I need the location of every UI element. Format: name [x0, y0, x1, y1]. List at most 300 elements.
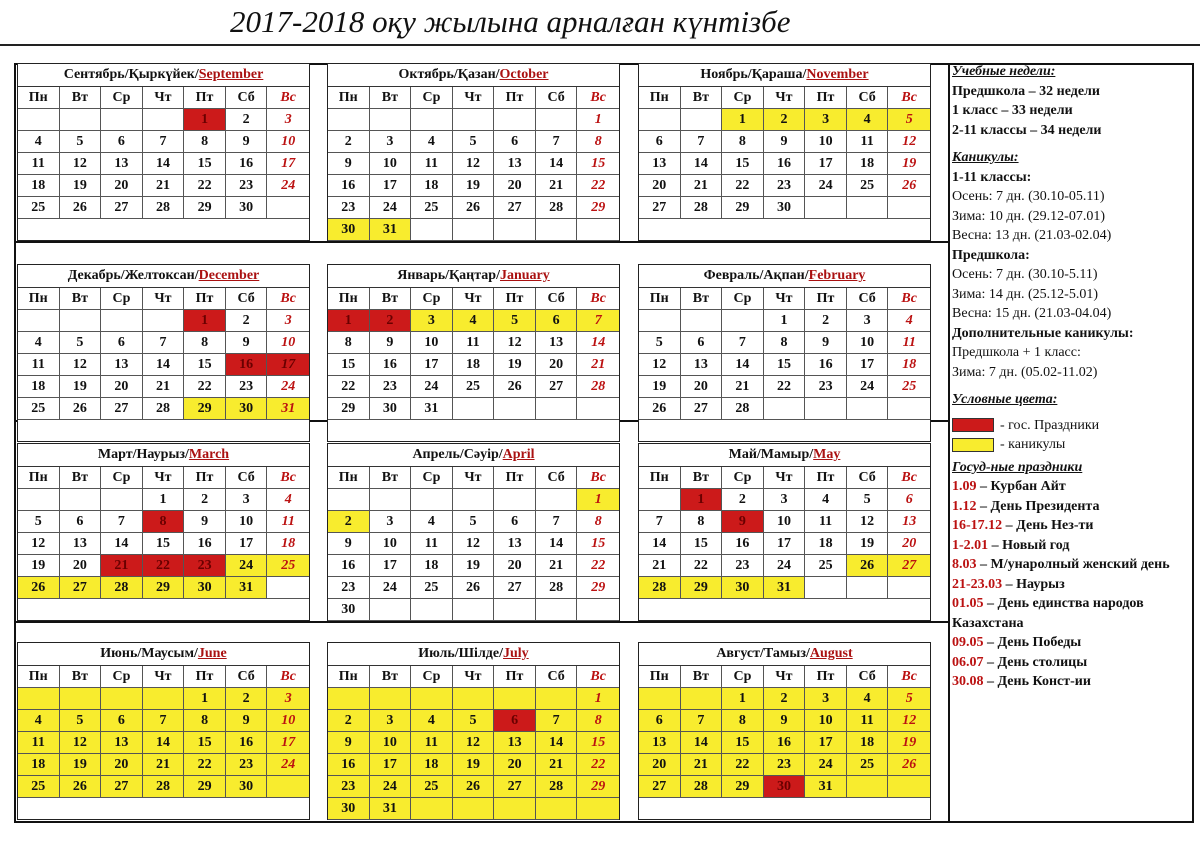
day-cell: 10: [847, 332, 889, 354]
weekday-header: Вс: [267, 467, 309, 489]
day-cell: 11: [18, 354, 60, 376]
day-cell: 20: [494, 175, 536, 197]
day-cell: 12: [18, 533, 60, 555]
month-name: Июль/Шілде/: [418, 646, 503, 661]
day-cell: 27: [494, 577, 536, 599]
sidebar: [952, 62, 1192, 692]
day-cell: 21: [681, 754, 723, 776]
day-cell: [577, 798, 619, 820]
day-cell: 13: [494, 153, 536, 175]
holiday-item: [952, 633, 1192, 653]
month-november: [638, 63, 931, 241]
weekday-header: Вт: [60, 666, 102, 688]
row-separator: [14, 241, 948, 243]
day-cell: 24: [267, 175, 309, 197]
day-cell: 17: [847, 354, 889, 376]
day-cell: 14: [536, 732, 578, 754]
day-cell: 7: [681, 710, 723, 732]
day-cell: 2: [226, 310, 268, 332]
day-cell: 8: [184, 131, 226, 153]
holiday-item: [952, 575, 1192, 595]
day-cell: 21: [639, 555, 681, 577]
weekday-header: Вс: [888, 288, 930, 310]
day-cell: 17: [226, 533, 268, 555]
day-cell: 30: [226, 197, 268, 219]
day-cell: 18: [411, 175, 453, 197]
day-cell: 2: [328, 131, 370, 153]
day-cell: 12: [453, 153, 495, 175]
day-cell: 24: [370, 197, 412, 219]
weekday-header: Ср: [101, 666, 143, 688]
holiday-date: 09.05: [952, 635, 984, 650]
day-cell: 15: [681, 533, 723, 555]
day-cell: [888, 398, 930, 420]
day-cell: 30: [226, 776, 268, 798]
month-name: Май/Мамыр/: [728, 447, 814, 462]
day-cell: 26: [60, 398, 102, 420]
day-cell: 9: [328, 533, 370, 555]
day-cell: 3: [267, 109, 309, 131]
day-cell: 2: [764, 688, 806, 710]
day-cell: 6: [639, 710, 681, 732]
day-cell: 15: [722, 153, 764, 175]
month-grid: [328, 87, 619, 241]
day-cell: 7: [143, 332, 185, 354]
weekday-header: Пн: [639, 467, 681, 489]
day-cell: 16: [184, 533, 226, 555]
day-cell: 10: [411, 332, 453, 354]
month-name-en: January: [499, 268, 550, 283]
holiday-swatch: [952, 418, 994, 432]
day-cell: 7: [681, 131, 723, 153]
day-cell: [370, 489, 412, 511]
day-cell: 10: [267, 710, 309, 732]
weekday-header: Вс: [577, 467, 619, 489]
page-title: 2017-2018 оқу жылына арналған күнтізбе: [230, 4, 791, 39]
weekday-header: Вт: [60, 87, 102, 109]
weekday-header: Сб: [847, 467, 889, 489]
day-cell: 12: [453, 533, 495, 555]
day-cell: 29: [722, 197, 764, 219]
month-header: [328, 64, 619, 87]
day-cell: 25: [411, 197, 453, 219]
holiday-date: 8.03: [952, 557, 977, 572]
day-cell: 26: [494, 376, 536, 398]
day-cell: 29: [722, 776, 764, 798]
day-cell: 12: [888, 131, 930, 153]
day-cell: 23: [328, 776, 370, 798]
month-name-en: June: [197, 646, 227, 661]
weekday-header: Сб: [536, 87, 578, 109]
day-cell: 19: [888, 153, 930, 175]
day-cell: 19: [888, 732, 930, 754]
day-cell: [453, 489, 495, 511]
day-cell: [577, 599, 619, 621]
day-cell: 18: [805, 533, 847, 555]
weekday-header: Пн: [639, 288, 681, 310]
day-cell: [577, 219, 619, 241]
day-cell: 25: [888, 376, 930, 398]
day-cell: 13: [639, 153, 681, 175]
weekday-header: Вс: [577, 288, 619, 310]
day-cell: [494, 109, 536, 131]
holiday-name: – День Нез-ти: [1002, 518, 1094, 533]
day-cell: [143, 310, 185, 332]
day-cell: 12: [639, 354, 681, 376]
day-cell: 16: [328, 555, 370, 577]
day-cell: 16: [226, 732, 268, 754]
day-cell: 8: [143, 511, 185, 533]
day-cell: 19: [60, 376, 102, 398]
holiday-item: [952, 477, 1192, 497]
month-grid: [328, 467, 619, 621]
day-cell: 8: [577, 511, 619, 533]
day-cell: 7: [143, 131, 185, 153]
holiday-date: 21-23.03: [952, 576, 1003, 592]
holiday-date: 1-2.01: [952, 537, 989, 553]
day-cell: 8: [577, 710, 619, 732]
day-cell: [453, 109, 495, 131]
day-cell: 23: [764, 754, 806, 776]
holiday-name: – М/унаролный женский день: [976, 557, 1170, 572]
month-march: [17, 443, 310, 621]
day-cell: 3: [805, 109, 847, 131]
month-name: Март/Наурыз/: [97, 447, 189, 462]
day-cell: 8: [722, 131, 764, 153]
day-cell: 23: [226, 175, 268, 197]
day-cell: [453, 219, 495, 241]
day-cell: 5: [639, 332, 681, 354]
weeks-line: Предшкола – 32 недели: [952, 83, 1100, 99]
month-name-en: October: [499, 67, 549, 82]
day-cell: 15: [577, 732, 619, 754]
day-cell: 4: [18, 332, 60, 354]
day-cell: 26: [847, 555, 889, 577]
holiday-name: – Наурыз: [1002, 576, 1065, 592]
day-cell: [453, 398, 495, 420]
day-cell: [18, 109, 60, 131]
holiday-name: – Новый год: [988, 537, 1070, 553]
day-cell: 24: [370, 776, 412, 798]
day-cell: 11: [847, 131, 889, 153]
weekday-header: Вт: [681, 467, 723, 489]
day-cell: [370, 109, 412, 131]
day-cell: 16: [805, 354, 847, 376]
day-cell: [805, 577, 847, 599]
day-cell: 9: [184, 511, 226, 533]
day-cell: 1: [577, 489, 619, 511]
day-cell: 18: [18, 754, 60, 776]
day-cell: 2: [184, 489, 226, 511]
day-cell: 14: [143, 732, 185, 754]
vacations-title: Каникулы:: [952, 150, 1019, 165]
weekday-header: Ср: [722, 467, 764, 489]
day-cell: 19: [60, 175, 102, 197]
legend-holiday: [952, 416, 1192, 436]
day-cell: 29: [328, 398, 370, 420]
day-cell: 10: [267, 332, 309, 354]
month-grid: [639, 467, 930, 599]
day-cell: 16: [764, 153, 806, 175]
month-grid: [639, 666, 930, 798]
day-cell: 26: [888, 754, 930, 776]
day-cell: 14: [722, 354, 764, 376]
day-cell: 25: [847, 754, 889, 776]
day-cell: 6: [888, 489, 930, 511]
weekday-header: Пт: [805, 666, 847, 688]
day-cell: 17: [370, 175, 412, 197]
day-cell: [681, 688, 723, 710]
month-name: Ноябрь/Қараша/: [700, 67, 807, 82]
day-cell: [411, 219, 453, 241]
day-cell: [805, 197, 847, 219]
day-cell: 26: [888, 175, 930, 197]
weekday-header: Вс: [888, 467, 930, 489]
weekday-header: Пт: [494, 666, 536, 688]
day-cell: [722, 310, 764, 332]
day-cell: [494, 599, 536, 621]
row-separator: [14, 621, 948, 623]
day-cell: 24: [805, 175, 847, 197]
weekday-header: Вс: [267, 666, 309, 688]
day-cell: 26: [60, 776, 102, 798]
legend-holiday-label: - гос. Праздники: [1000, 417, 1100, 433]
day-cell: 26: [453, 577, 495, 599]
day-cell: 4: [267, 489, 309, 511]
day-cell: 25: [805, 555, 847, 577]
day-cell: 31: [411, 398, 453, 420]
day-cell: [536, 688, 578, 710]
day-cell: 27: [101, 398, 143, 420]
extra-line: Зима: 7 дн. (05.02-11.02): [952, 364, 1098, 380]
vacation-line: Осень: 7 дн. (30.10-05.11): [952, 189, 1105, 204]
day-cell: 2: [328, 511, 370, 533]
day-cell: 7: [101, 511, 143, 533]
day-cell: [536, 398, 578, 420]
weekday-header: Чт: [143, 467, 185, 489]
weekday-header: Пт: [805, 467, 847, 489]
day-cell: 29: [184, 776, 226, 798]
day-cell: [328, 688, 370, 710]
month-october: [327, 63, 620, 241]
day-cell: 30: [722, 577, 764, 599]
day-cell: 28: [536, 776, 578, 798]
day-cell: 1: [722, 688, 764, 710]
day-cell: 23: [328, 577, 370, 599]
day-cell: 16: [226, 153, 268, 175]
day-cell: 5: [60, 131, 102, 153]
day-cell: 9: [226, 131, 268, 153]
weekday-header: Чт: [453, 666, 495, 688]
day-cell: [143, 688, 185, 710]
day-cell: 28: [143, 398, 185, 420]
weeks-line: 1 класс – 33 недели: [952, 103, 1073, 118]
day-cell: 17: [267, 153, 309, 175]
day-cell: [18, 489, 60, 511]
day-cell: 7: [536, 131, 578, 153]
weekday-header: Пт: [184, 666, 226, 688]
day-cell: 17: [805, 153, 847, 175]
day-cell: 22: [577, 175, 619, 197]
weekday-header: Пт: [805, 87, 847, 109]
day-cell: 27: [60, 577, 102, 599]
day-cell: 21: [536, 754, 578, 776]
month-header: [18, 64, 309, 87]
day-cell: 10: [370, 533, 412, 555]
day-cell: 2: [328, 710, 370, 732]
day-cell: 24: [847, 376, 889, 398]
weekday-header: Пн: [639, 87, 681, 109]
day-cell: 4: [411, 511, 453, 533]
day-cell: [411, 599, 453, 621]
day-cell: 16: [722, 533, 764, 555]
day-cell: 14: [577, 332, 619, 354]
day-cell: 28: [536, 197, 578, 219]
day-cell: 12: [847, 511, 889, 533]
day-cell: 28: [577, 376, 619, 398]
day-cell: 9: [370, 332, 412, 354]
day-cell: 29: [577, 577, 619, 599]
day-cell: 25: [18, 197, 60, 219]
day-cell: 14: [536, 153, 578, 175]
day-cell: 11: [18, 153, 60, 175]
weekday-header: Вт: [370, 288, 412, 310]
day-cell: 13: [494, 533, 536, 555]
weekday-header: Пн: [328, 87, 370, 109]
day-cell: 20: [60, 555, 102, 577]
month-january: [327, 264, 620, 442]
day-cell: 8: [184, 710, 226, 732]
weekday-header: Чт: [143, 87, 185, 109]
legend-vacation-label: - каникулы: [1000, 437, 1066, 452]
day-cell: 14: [101, 533, 143, 555]
day-cell: [536, 219, 578, 241]
month-june: [17, 642, 310, 820]
day-cell: 17: [267, 732, 309, 754]
day-cell: 24: [226, 555, 268, 577]
day-cell: 29: [577, 197, 619, 219]
weeks-title: Учебные недели:: [952, 64, 1056, 79]
holiday-date: 06.07: [952, 654, 984, 670]
day-cell: 29: [184, 197, 226, 219]
weekday-header: Пт: [184, 87, 226, 109]
day-cell: 2: [764, 109, 806, 131]
month-header: [639, 643, 930, 666]
day-cell: 6: [494, 511, 536, 533]
day-cell: [60, 109, 102, 131]
weekday-header: Сб: [226, 288, 268, 310]
weekday-header: Ср: [101, 87, 143, 109]
day-cell: [639, 109, 681, 131]
day-cell: 3: [411, 310, 453, 332]
day-cell: [411, 109, 453, 131]
day-cell: 16: [764, 732, 806, 754]
day-cell: 2: [805, 310, 847, 332]
day-cell: 21: [101, 555, 143, 577]
day-cell: 30: [184, 577, 226, 599]
day-cell: 3: [226, 489, 268, 511]
holiday-name: – День Конст-ии: [983, 674, 1091, 689]
day-cell: 14: [639, 533, 681, 555]
holiday-date: 1.09: [952, 479, 977, 494]
day-cell: 2: [722, 489, 764, 511]
day-cell: 5: [494, 310, 536, 332]
day-cell: 27: [681, 398, 723, 420]
month-header: [18, 643, 309, 666]
day-cell: 31: [267, 398, 309, 420]
day-cell: [370, 688, 412, 710]
day-cell: [101, 489, 143, 511]
day-cell: [494, 688, 536, 710]
day-cell: 8: [328, 332, 370, 354]
weekday-header: Ср: [722, 87, 764, 109]
day-cell: 20: [536, 354, 578, 376]
day-cell: 30: [328, 798, 370, 820]
day-cell: [453, 688, 495, 710]
month-grid: [328, 288, 619, 420]
month-header: [639, 64, 930, 87]
day-cell: 3: [847, 310, 889, 332]
weekday-header: Вс: [267, 288, 309, 310]
day-cell: 6: [681, 332, 723, 354]
day-cell: 8: [722, 710, 764, 732]
day-cell: 24: [267, 376, 309, 398]
day-cell: 28: [722, 398, 764, 420]
day-cell: 20: [494, 555, 536, 577]
holiday-name: – Курбан Айт: [976, 479, 1066, 494]
month-name-en: November: [806, 67, 869, 82]
weekday-header: Сб: [536, 666, 578, 688]
day-cell: 31: [805, 776, 847, 798]
day-cell: 8: [577, 131, 619, 153]
day-cell: [494, 489, 536, 511]
day-cell: [18, 688, 60, 710]
day-cell: 24: [764, 555, 806, 577]
day-cell: 25: [411, 776, 453, 798]
weekday-header: Чт: [764, 666, 806, 688]
day-cell: 31: [226, 577, 268, 599]
weekday-header: Ср: [411, 467, 453, 489]
day-cell: 29: [184, 398, 226, 420]
day-cell: 5: [453, 511, 495, 533]
day-cell: [453, 798, 495, 820]
day-cell: 21: [577, 354, 619, 376]
day-cell: [494, 219, 536, 241]
month-grid: [18, 288, 309, 420]
day-cell: 13: [101, 153, 143, 175]
day-cell: 13: [639, 732, 681, 754]
day-cell: 13: [536, 332, 578, 354]
day-cell: 25: [267, 555, 309, 577]
day-cell: 22: [722, 754, 764, 776]
day-cell: [370, 599, 412, 621]
holiday-item: [952, 594, 1192, 633]
weekday-header: Чт: [453, 87, 495, 109]
weekday-header: Вт: [60, 467, 102, 489]
day-cell: 11: [411, 732, 453, 754]
day-cell: 21: [681, 175, 723, 197]
day-cell: 18: [411, 754, 453, 776]
day-cell: [267, 577, 309, 599]
day-cell: 29: [681, 577, 723, 599]
day-cell: 10: [805, 710, 847, 732]
day-cell: 30: [328, 219, 370, 241]
day-cell: 6: [494, 710, 536, 732]
day-cell: 17: [370, 555, 412, 577]
day-cell: 12: [888, 710, 930, 732]
day-cell: 20: [101, 376, 143, 398]
day-cell: 4: [411, 710, 453, 732]
